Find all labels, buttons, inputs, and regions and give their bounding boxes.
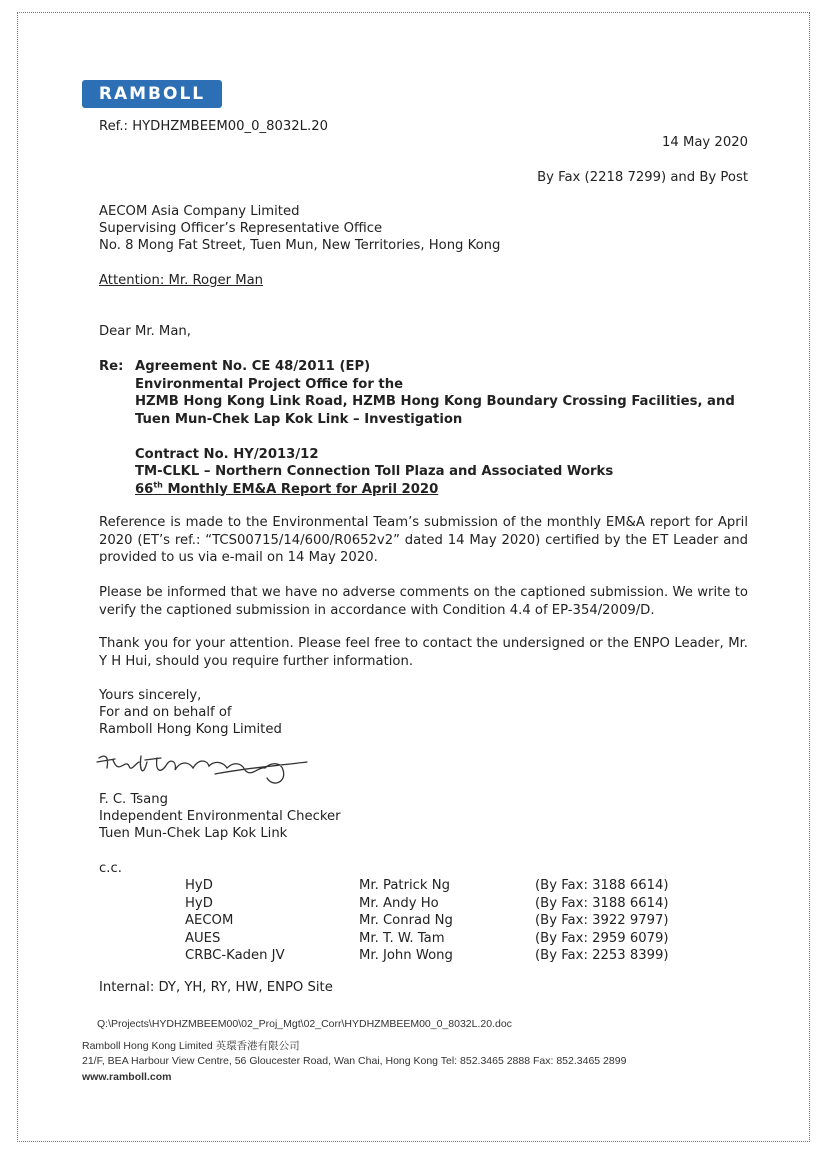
cc-organisation: HyD xyxy=(185,878,213,893)
internal-distribution: Internal: DY, YH, RY, HW, ENPO Site xyxy=(99,980,333,995)
salutation: Dear Mr. Man, xyxy=(99,324,191,339)
signatory-title: Independent Environmental Checker xyxy=(99,809,341,824)
reference-number: Ref.: HYDHZMBEEM00_0_8032L.20 xyxy=(99,119,328,134)
footer-website: www.ramboll.com xyxy=(82,1071,172,1083)
file-path: Q:\Projects\HYDHZMBEEM00\02_Proj_Mgt\02_Corr\HYDHZMBEEM00_0_8032L.20.doc xyxy=(97,1018,512,1030)
subject-projects: HZMB Hong Kong Link Road, HZMB Hong Kong Boundary Crossing Facilities, and xyxy=(135,394,735,409)
cc-person: Mr. Conrad Ng xyxy=(359,913,453,928)
cc-fax: (By Fax: 3188 6614) xyxy=(535,895,669,911)
cc-organisation: HyD xyxy=(185,895,213,911)
closing-behalf: For and on behalf of xyxy=(99,705,232,720)
cc-fax: (By Fax: 3922 9797) xyxy=(535,913,669,928)
subject-agreement: Agreement No. CE 48/2011 (EP) xyxy=(135,359,371,374)
signatory-project: Tuen Mun-Chek Lap Kok Link xyxy=(99,826,288,841)
delivery-method: By Fax (2218 7299) and By Post xyxy=(537,170,748,185)
ramboll-logo: RAMBOLL xyxy=(82,80,222,108)
recipient-company: AECOM Asia Company Limited xyxy=(99,204,300,219)
recipient-office: Supervising Officer’s Representative Office xyxy=(99,221,383,236)
body-paragraph-3: Thank you for your attention. Please feel free to contact the undersigned or the ENPO Leader, Mr. Y H Hui, should you require further information. xyxy=(99,636,748,669)
subject-works: TM-CLKL – Northern Connection Toll Plaza and Associated Works xyxy=(135,464,614,479)
subject-contract: Contract No. HY/2013/12 xyxy=(135,446,319,462)
body-paragraph-2: Please be informed that we have no adverse comments on the captioned submission. We write to verify the captioned submission in accordance with Condition 4.4 of EP-354/2009/D. xyxy=(99,585,748,618)
subject-investigation: Tuen Mun-Chek Lap Kok Link – Investigation xyxy=(135,411,463,427)
cc-row xyxy=(185,947,685,965)
body-paragraph-1: Reference is made to the Environmental Team’s submission of the monthly EM&A report for April 2020 (ET’s ref.: “TCS00715/14/600/R0652v2” dated 14 May 2020) certified by the ET Leader and provided to us via e-mail on 14 May 2020. xyxy=(99,515,748,565)
cc-label: c.c. xyxy=(99,861,122,876)
cc-row xyxy=(185,930,685,948)
subject-block xyxy=(135,358,735,498)
cc-person: Mr. Patrick Ng xyxy=(359,878,450,893)
closing-sincerely: Yours sincerely, xyxy=(99,688,202,703)
cc-organisation: AUES xyxy=(185,930,221,946)
cc-fax: (By Fax: 2253 8399) xyxy=(535,948,669,963)
cc-person: Mr. T. W. Tam xyxy=(359,930,445,946)
footer-company: Ramboll Hong Kong Limited 英環香港有限公司 xyxy=(82,1040,300,1052)
cc-row xyxy=(185,895,685,913)
closing-company: Ramboll Hong Kong Limited xyxy=(99,722,282,737)
signature-image xyxy=(95,748,310,790)
subject-office: Environmental Project Office for the xyxy=(135,376,404,392)
recipient-street: No. 8 Mong Fat Street, Tuen Mun, New Territories, Hong Kong xyxy=(99,238,501,253)
cc-fax: (By Fax: 3188 6614) xyxy=(535,878,669,893)
letter-date: 14 May 2020 xyxy=(662,135,748,150)
attention-line: Attention: Mr. Roger Man xyxy=(99,273,264,288)
cc-person: Mr. Andy Ho xyxy=(359,895,439,911)
cc-row xyxy=(185,912,685,930)
cc-list xyxy=(185,877,685,965)
cc-person: Mr. John Wong xyxy=(359,948,453,963)
subject-report: 66th Monthly EM&A Report for April 2020 xyxy=(135,480,439,497)
footer-address: 21/F, BEA Harbour View Centre, 56 Gloucester Road, Wan Chai, Hong Kong Tel: 852.3465 2888 Fax: 852.3465 2899 xyxy=(82,1055,627,1067)
re-label: Re: xyxy=(99,359,124,374)
cc-fax: (By Fax: 2959 6079) xyxy=(535,930,669,946)
cc-row xyxy=(185,877,685,895)
cc-organisation: CRBC-Kaden JV xyxy=(185,948,285,963)
cc-organisation: AECOM xyxy=(185,913,234,928)
signatory-name: F. C. Tsang xyxy=(99,792,168,807)
